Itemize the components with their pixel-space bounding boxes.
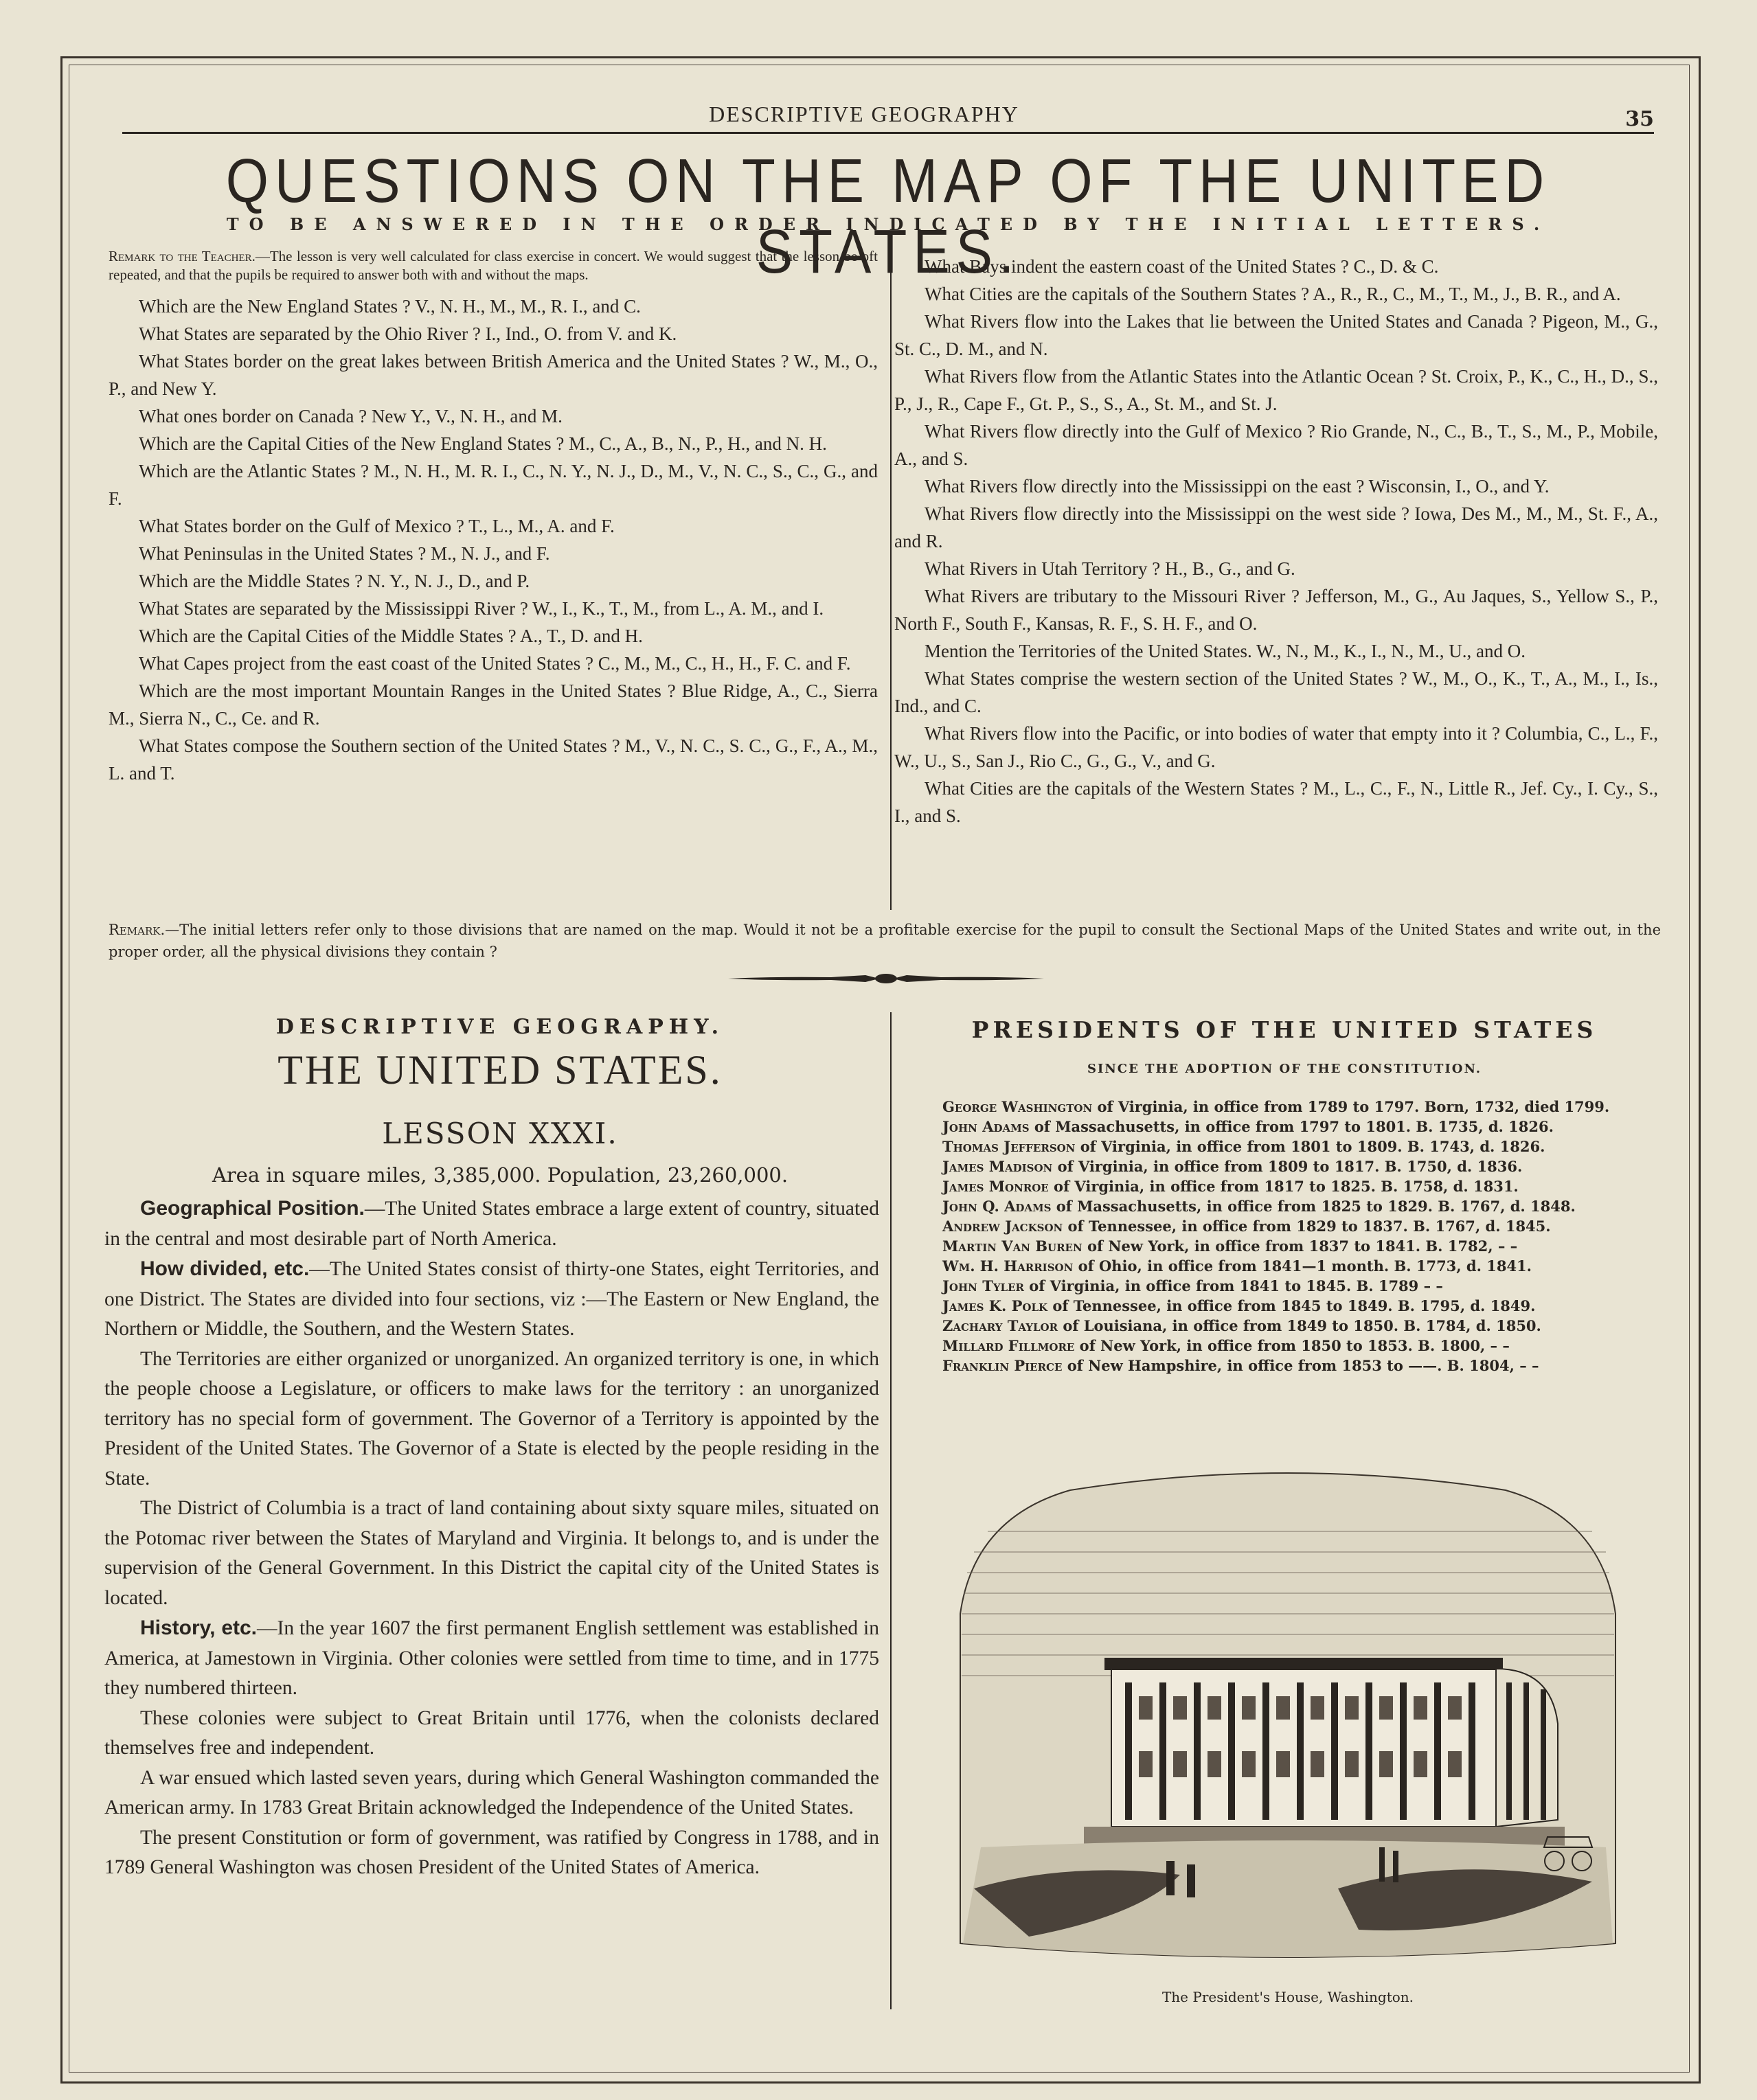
lesson-paragraph [104,1704,879,1764]
president-detail: of Massachusetts, in office from 1825 to 1829. B. 1767, d. 1848. [1051,1198,1576,1215]
question-item: What ones border on Canada ? New Y., V., N. H., and M. [139,406,563,426]
section-head: DESCRIPTIVE GEOGRAPHY. [275,1015,725,1039]
question-item: What States comprise the western section of the United States ? W., M., O., K., T., A., M., I., Is., Ind., and C. [894,668,1658,716]
question-item: What States border on the Gulf of Mexico ? T., L., M., A. and F. [139,516,615,536]
paragraph-text: The District of Columbia is a tract of land containing about sixty square miles, situated on the Potomac river between the States of Maryland and Virginia. It belongs to, and is under the supervision of the General Government. In this District the capital city of the United States is located. [104,1497,879,1609]
question-item: What Rivers flow directly into the Mississippi on the east ? Wisconsin, I., O., and Y. [925,476,1550,497]
president-entry [942,1256,1664,1276]
question-item: What Cities are the capitals of the Southern States ? A., R., R., C., M., T., M., J., B. R., and A. [925,284,1621,304]
map-remark [109,919,1661,963]
question-column-divider [890,254,892,910]
question-item: What Rivers flow from the Atlantic States into the Atlantic Ocean ? St. Croix, P., K., C., H., D., S., P., J., R., Cape F., Gt. P., S., S., A., St. M., and St. J. [894,366,1658,414]
question-item: Which are the Capital Cities of the New England States ? M., C., A., B., N., P., H., and N. H. [139,433,827,454]
lesson-paragraph [104,1345,879,1494]
questions-right-column [894,253,1658,830]
teacher-remark-text: —The lesson is very well calculated for class exercise in concert. We would suggest that the lesson be oft repeated, and that the pupils be required to answer both with and without the maps. [109,248,878,283]
teacher-remark [109,247,878,284]
question-item: What Rivers in Utah Territory ? H., B., G., and G. [925,558,1295,579]
question-item: What States border on the great lakes between British America and the United States ? W., M., O., P., and New Y. [109,351,878,399]
paragraph-text: The present Constitution or form of government, was ratified by Congress in 1788, and in 1789 General Washington was chosen President of the United States of America. [104,1826,879,1878]
president-name: George Washington [942,1098,1093,1115]
president-name: Millard Fillmore [942,1337,1075,1354]
presidents-list [942,1097,1664,1376]
president-name: John Q. Adams [942,1198,1052,1215]
ornament-divider [728,967,1044,990]
president-name: John Tyler [942,1277,1024,1294]
president-detail: of New York, in office from 1837 to 1841. B. 1782, – – [1082,1237,1518,1255]
president-name: Martin Van Buren [942,1237,1082,1255]
president-detail: of Massachusetts, in office from 1797 to 1801. B. 1735, d. 1826. [1029,1118,1554,1135]
paragraph-text: The Territories are either organized or unorganized. An organized territory is one, in which the people choose a Legislature, or officers to make laws for the territory : an unorganized territory has no special form of government. The Governor of a Territory is appointed by the President of the United States. The Governor of a State is elected by the people residing in the State. [104,1347,879,1490]
president-entry [942,1117,1664,1137]
president-name: Wm. H. Harrison [942,1257,1074,1275]
question-item: What States are separated by the Ohio River ? I., Ind., O. from V. and K. [139,323,677,344]
president-entry [942,1236,1664,1256]
president-detail: of Tennessee, in office from 1829 to 1837. B. 1767, d. 1845. [1063,1218,1551,1235]
presidents-title: PRESIDENTS OF THE UNITED STATES [971,1016,1598,1043]
page-number: 35 [1625,107,1654,131]
president-name: James Madison [942,1158,1053,1175]
engraving-caption: The President's House, Washington. [1161,1989,1414,2005]
map-remark-text: —The initial letters refer only to those divisions that are named on the map. Would it not be a profitable exercise for the pupil to consult the Sectional Maps of the United States and write out, in the proper order, all the physical divisions they contain ? [109,922,1661,960]
question-item: What Bays indent the eastern coast of the United States ? C., D. & C. [925,256,1439,277]
president-entry [942,1196,1664,1216]
presidents-subtitle: SINCE THE ADOPTION OF THE CONSTITUTION. [1087,1062,1482,1076]
paragraph-heading: Geographical Position. [140,1197,365,1220]
president-detail: of Virginia, in office from 1841 to 1845. B. 1789 – – [1023,1277,1443,1294]
questions-title: QUESTIONS ON THE MAP OF THE UNITED STATES. [225,146,1551,286]
president-entry [942,1276,1664,1296]
paragraph-text: These colonies were subject to Great Britain until 1776, when the colonists declared themselves free and independent. [104,1707,879,1759]
lower-column-divider [890,1012,892,2009]
running-title: DESCRIPTIVE GEOGRAPHY [709,102,1019,126]
president-detail: of Virginia, in office from 1789 to 1797. Born, 1732, died 1799. [1092,1098,1610,1115]
president-entry [942,1156,1664,1176]
president-detail: of Ohio, in office from 1841—1 month. B. 1773, d. 1841. [1073,1257,1532,1275]
paragraph-text: —The United States consist of thirty-one States, eight Territories, and one District. The States are divided into four sections, viz :—The Eastern or New England, the Northern or Middle, the Southern, and the Western States. [104,1258,879,1340]
president-name: John Adams [942,1118,1030,1135]
question-item: What Rivers flow into the Lakes that lie between the United States and Canada ? Pigeon, M., G., St. C., D. M., and N. [894,311,1658,359]
header-rule [122,132,1654,134]
question-item: What Rivers flow into the Pacific, or into bodies of water that empty into it ? Columbia, C., L., F., W., U., S., San J., Rio C., G., G., V., and G. [894,723,1658,771]
question-item: What Rivers are tributary to the Missouri River ? Jefferson, M., G., Au Jaques, S., Yellow S., P., North F., South F., Kansas, R. F., S. H. F., and O. [894,586,1658,634]
paragraph-heading: History, etc. [140,1617,258,1639]
lesson-body [104,1194,879,1883]
president-entry [942,1097,1664,1117]
question-item: Mention the Territories of the United States. W., N., M., K., I., N., M., U., and O. [925,641,1526,661]
lesson-paragraph [104,1613,879,1704]
question-item: What Rivers flow directly into the Gulf of Mexico ? Rio Grande, N., C., B., T., S., M., P., Mobile, A., and S. [894,421,1658,469]
president-name: Thomas Jefferson [942,1138,1076,1155]
president-name: Zachary Taylor [942,1317,1058,1334]
lesson-paragraph [104,1194,879,1254]
president-entry [942,1296,1664,1316]
president-detail: of Virginia, in office from 1801 to 1809. B. 1743, d. 1826. [1075,1138,1545,1155]
map-remark-label: Remark. [109,922,166,938]
running-head [122,102,1654,135]
question-item: What Capes project from the east coast of the United States ? C., M., M., C., H., H., F. C. and F. [139,653,851,674]
paragraph-text: —The United States embrace a large extent of country, situated in the central and most desirable part of North America. [104,1198,879,1250]
question-item: Which are the Middle States ? N. Y., N. J., D., and P. [139,571,530,591]
question-item: What States compose the Southern section of the United States ? M., V., N. C., S. C., G., F., A., M., L. and T. [109,735,878,784]
questions-left-column [109,247,878,787]
paragraph-text: —In the year 1607 the first permanent English settlement was established in America, at Jamestown in Virginia. Other colonies were settled from time to time, and in 1775 they numbered thirteen. [104,1617,879,1699]
president-name: Andrew Jackson [942,1218,1063,1235]
question-item: What States are separated by the Mississippi River ? W., I., K., T., M., from L., A. M., and I. [139,598,824,619]
question-item: Which are the most important Mountain Ranges in the United States ? Blue Ridge, A., C., Sierra M., Sierra N., C., Ce. and R. [109,681,878,729]
president-detail: of New York, in office from 1850 to 1853. B. 1800, – – [1074,1337,1510,1354]
area-population-line: Area in square miles, 3,385,000. Population, 23,260,000. [212,1163,789,1187]
question-item: What Cities are the capitals of the Western States ? M., L., C., F., N., Little R., Jef. Cy., I. Cy., S., I., and S. [894,778,1658,826]
president-entry [942,1176,1664,1196]
president-entry [942,1216,1664,1236]
presidents-house-engraving [933,1463,1643,1985]
question-item: Which are the Capital Cities of the Middle States ? A., T., D. and H. [139,626,643,646]
paragraph-heading: How divided, etc. [140,1257,310,1280]
lesson-paragraph [104,1254,879,1345]
questions-subtitle: TO BE ANSWERED IN THE ORDER INDICATED BY THE INITIAL LETTERS. [226,214,1550,234]
president-detail: of Virginia, in office from 1817 to 1825. B. 1758, d. 1831. [1048,1178,1519,1195]
president-entry [942,1356,1664,1376]
president-entry [942,1137,1664,1156]
president-name: Franklin Pierce [942,1357,1063,1374]
president-detail: of Tennessee, in office from 1845 to 1849. B. 1795, d. 1849. [1047,1297,1536,1314]
teacher-remark-label: Remark to the Teacher. [109,248,256,264]
president-name: James K. Polk [942,1297,1048,1314]
question-item: What Rivers flow directly into the Mississippi on the west side ? Iowa, Des M., M., M., St. F., A., and R. [894,503,1658,551]
president-entry [942,1336,1664,1356]
president-detail: of Virginia, in office from 1809 to 1817. B. 1750, d. 1836. [1052,1158,1523,1175]
president-detail: of New Hampshire, in office from 1853 to ——. B. 1804, – – [1062,1357,1539,1374]
paragraph-text: A war ensued which lasted seven years, during which General Washington commanded the American army. In 1783 Great Britain acknowledged the Independence of the United States. [104,1766,879,1818]
question-item: Which are the Atlantic States ? M., N. H., M. R. I., C., N. Y., N. J., D., M., V., N. C., S., C., G., and F. [109,461,878,509]
question-item: What Peninsulas in the United States ? M., N. J., and F. [139,543,550,564]
section-title: THE UNITED STATES. [277,1047,723,1093]
question-item: Which are the New England States ? V., N. H., M., M., R. I., and C. [139,296,641,317]
lesson-number: LESSON XXXI. [382,1117,618,1150]
lesson-paragraph [104,1494,879,1613]
president-name: James Monroe [942,1178,1049,1195]
president-detail: of Louisiana, in office from 1849 to 1850. B. 1784, d. 1850. [1058,1317,1541,1334]
lesson-paragraph [104,1823,879,1883]
lesson-paragraph [104,1764,879,1823]
president-entry [942,1316,1664,1336]
